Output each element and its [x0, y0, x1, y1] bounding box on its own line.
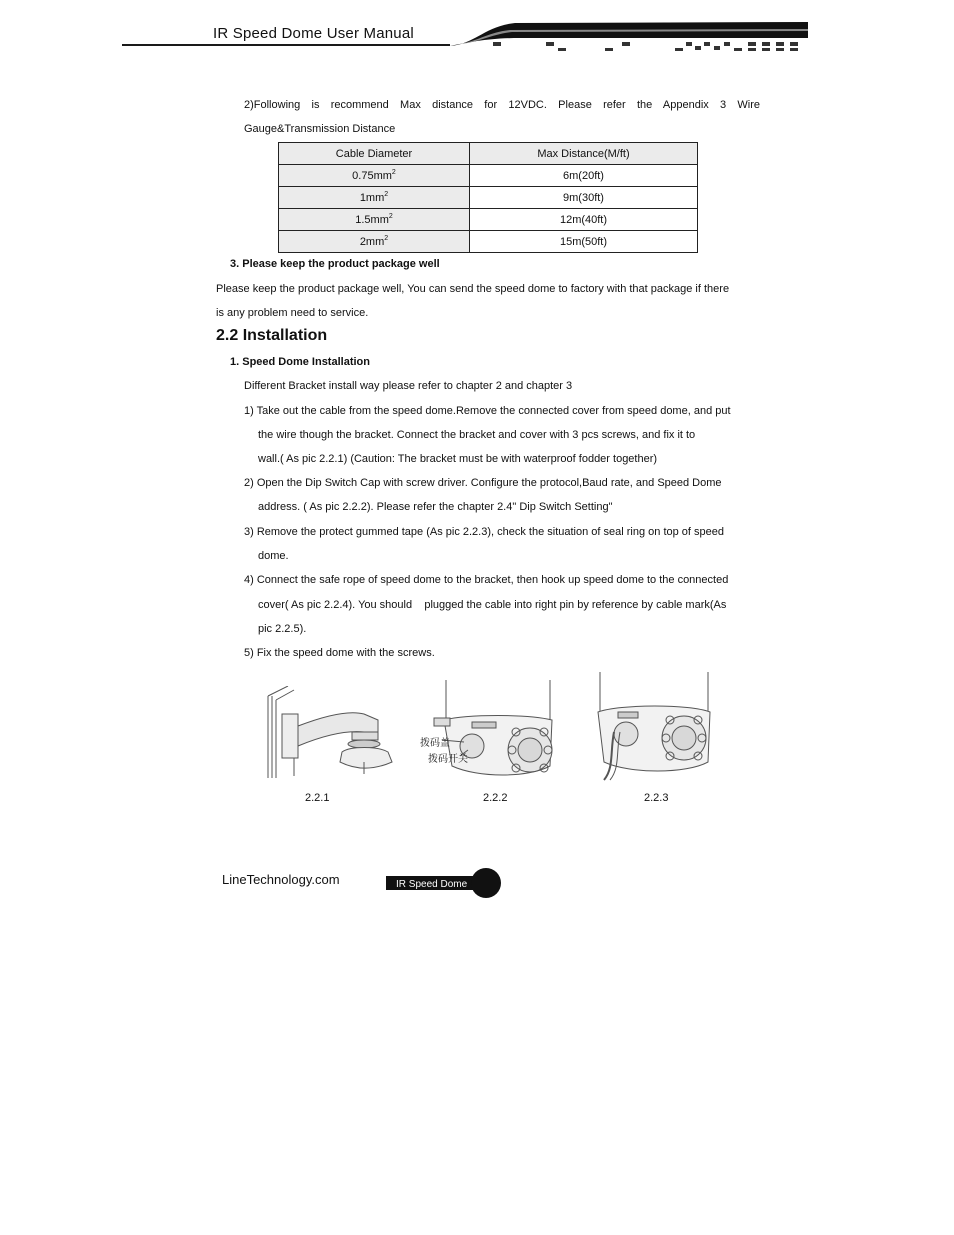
- step-4-line-3: pic 2.2.5).: [258, 623, 307, 635]
- table-cell-distance: 12m(40ft): [470, 209, 698, 231]
- table-header-row: [279, 143, 698, 165]
- footer-badge: [386, 867, 504, 899]
- table-row: [279, 209, 698, 231]
- step-5-line-1: 5) Fix the speed dome with the screws.: [244, 647, 435, 659]
- table-row: [279, 231, 698, 253]
- sub-heading: 1. Speed Dome Installation: [230, 356, 370, 368]
- annotation-dip-switch: 拨码开关: [428, 754, 468, 765]
- step-2-line-2: address. ( As pic 2.2.2). Please refer the chapter 2.4" Dip Switch Setting": [258, 501, 613, 513]
- step-2-line-1: 2) Open the Dip Switch Cap with screw driver. Configure the protocol,Baud rate, and Speed Dome: [244, 477, 722, 489]
- table-row: [279, 187, 698, 209]
- footer-site: LineTechnology.com: [222, 872, 340, 887]
- figure-label-2-2-2: 2.2.2: [483, 792, 508, 804]
- table-cell-distance: 6m(20ft): [470, 165, 698, 187]
- table-cell-diameter: $2mm^2$: [279, 231, 470, 253]
- intro-line-2: Gauge&Transmission Distance: [244, 123, 396, 135]
- table-cell-diameter: $0.75mm^2$: [279, 165, 470, 187]
- step-1-line-3: wall.( As pic 2.2.1) (Caution: The bracket must be with waterproof fodder together): [258, 453, 658, 465]
- bracket-illustration: [264, 686, 404, 782]
- package-heading: 3. Please keep the product package well: [230, 258, 440, 270]
- table-cell-distance: 15m(50ft): [470, 231, 698, 253]
- table-cell-diameter: $1mm^2$: [279, 187, 470, 209]
- step-1-line-2: the wire though the bracket. Connect the bracket and cover with 3 pcs screws, and fix it to: [258, 429, 696, 441]
- figure-label-2-2-3: 2.2.3: [644, 792, 669, 804]
- dome-dip-switch-illustration: [418, 680, 558, 780]
- step-4-line-1: 4) Connect the safe rope of speed dome to the bracket, then hook up speed dome to the connected: [244, 574, 729, 586]
- figure-label-2-2-1: 2.2.1: [305, 792, 330, 804]
- annotation-dip-cap: 拨码盖: [420, 738, 450, 749]
- step-3-line-2: dome.: [258, 550, 289, 562]
- header-decoration: [120, 18, 810, 54]
- section-title: 2.2 Installation: [216, 327, 328, 344]
- table-cell-distance: 9m(30ft): [470, 187, 698, 209]
- table-header-cell: Cable Diameter: [279, 143, 470, 165]
- cable-distance-table: [278, 142, 698, 253]
- step-3-line-1: 3) Remove the protect gummed tape (As pic 2.2.3), check the situation of seal ring on top of speed: [244, 526, 724, 538]
- table-cell-diameter: $1.5mm^2$: [279, 209, 470, 231]
- package-line-1: Please keep the product package well, You can send the speed dome to factory with that package if there: [216, 283, 730, 295]
- intro-line-1: 2)Following is recommend Max distance for 12VDC. Please refer the Appendix 3 Wire: [244, 99, 760, 111]
- step-1-line-1: 1) Take out the cable from the speed dome.Remove the connected cover from speed dome, and put: [244, 405, 731, 417]
- package-line-2: is any problem need to service.: [216, 307, 369, 319]
- table-row: [279, 165, 698, 187]
- step-4-line-2: cover( As pic 2.2.4). You should plugged the cable into right pin by reference by cable mark(As: [258, 599, 727, 611]
- table-header-cell: Max Distance(M/ft): [470, 143, 698, 165]
- dome-tape-illustration: [590, 672, 720, 782]
- footer-badge-text: IR Speed Dome: [396, 879, 468, 890]
- header-title: IR Speed Dome User Manual: [213, 25, 414, 42]
- installation-intro: Different Bracket install way please refer to chapter 2 and chapter 3: [244, 380, 573, 392]
